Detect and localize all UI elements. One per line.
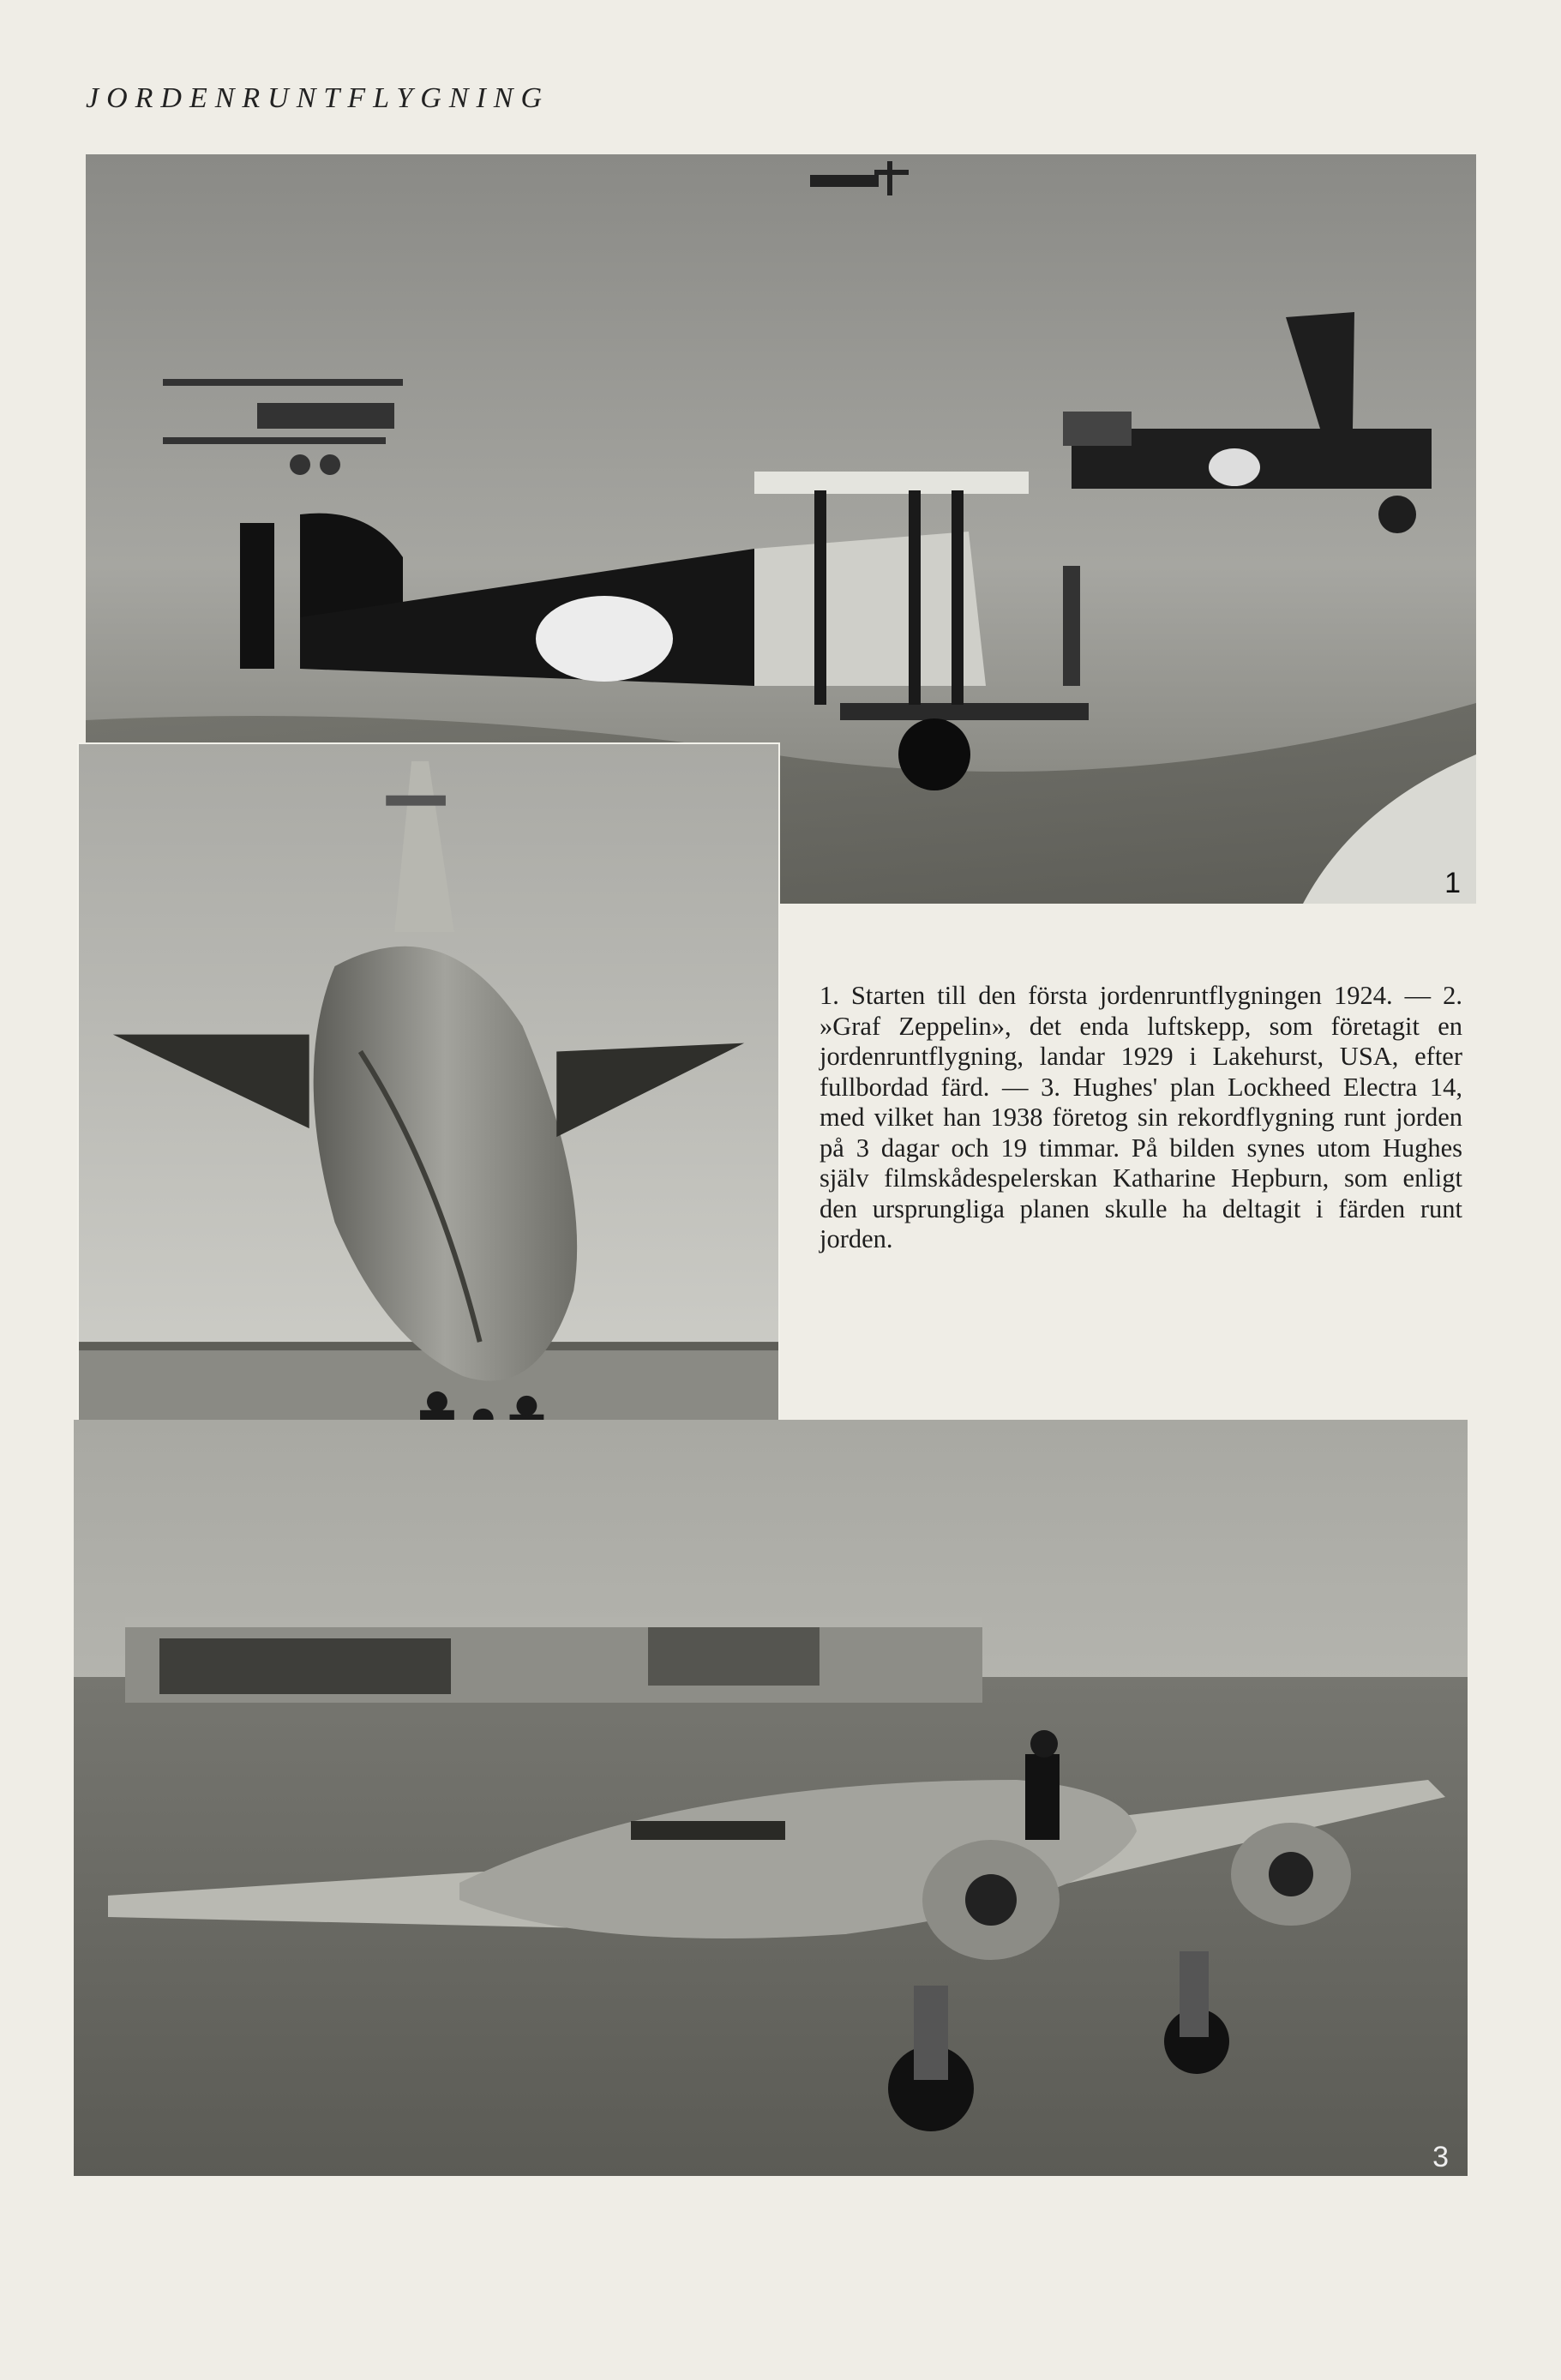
figure-caption: 1. Starten till den första jordenruntflygningen 1924. — 2. »Graf Zeppelin», det enda luftskepp, som företagit en jordenruntflygning, landar 1929 i Lakehurst, USA, efter fullbordad färd. — 3. Hughes' plan Lockheed Electra 14, med vilket han 1938 företog sin rekordflygning runt jorden på 3 dagar och 19 timmar. På bilden synes utom Hughes själv filmskådespelerskan Katharine Hepburn, som enligt den ursprungliga planen skulle ha deltagit i färden runt jorden.	[820, 981, 1462, 1253]
photo-number-1: 1	[1444, 867, 1461, 899]
photo-number-3: 3	[1432, 2141, 1449, 2173]
running-header: JORDENRUNTFLYGNING	[86, 82, 550, 114]
photo-electra	[74, 1420, 1468, 2176]
